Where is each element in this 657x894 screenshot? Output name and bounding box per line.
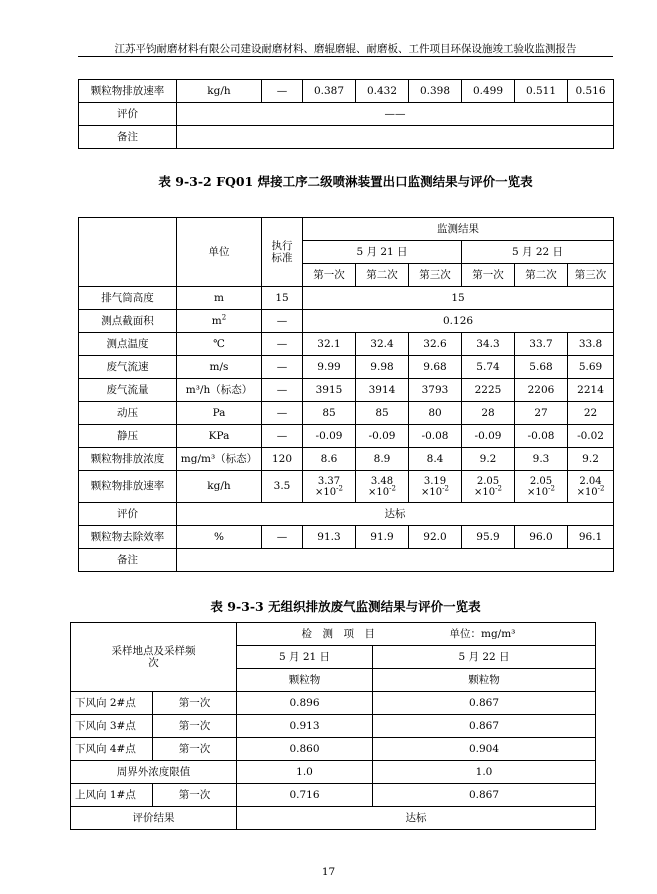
value-cell: 27 (515, 402, 568, 425)
standard-cell: — (262, 80, 303, 103)
unit-note: 单位：mg/m³ (440, 623, 596, 646)
standard-cell: — (262, 402, 303, 425)
date-header: 5 月 22 日 (373, 646, 596, 669)
value-cell: -0.09 (462, 425, 515, 448)
value-cell: 2206 (515, 379, 568, 402)
unit-cell: m (177, 287, 262, 310)
header-divider (78, 56, 613, 57)
exhaust-monitoring-table (78, 217, 614, 572)
value-cell: 1.0 (237, 761, 373, 784)
row-label: 评价 (79, 503, 177, 526)
merged-value: 0.126 (303, 310, 614, 333)
table-row (79, 356, 614, 379)
value-cell: 0.398 (409, 80, 462, 103)
value-cell: -0.02 (568, 425, 614, 448)
table-row (79, 379, 614, 402)
time-header: 第三次 (568, 264, 614, 287)
time-header: 第二次 (515, 264, 568, 287)
value-cell: 3793 (409, 379, 462, 402)
value-cell: 9.2 (568, 448, 614, 471)
value-cell: 1.0 (373, 761, 596, 784)
exponent-value: -2 (548, 484, 555, 493)
result-label: 评价结果 (71, 807, 237, 830)
header-row (79, 218, 614, 241)
unit-cell: m³/h（标态） (177, 379, 262, 402)
table-row (71, 784, 596, 807)
table-row (71, 761, 596, 784)
value-cell: 92.0 (409, 526, 462, 549)
value-cell: -0.08 (515, 425, 568, 448)
row-label: 测点温度 (79, 333, 177, 356)
rate-mantissa: 3.19 (423, 475, 447, 487)
value-cell: 33.8 (568, 333, 614, 356)
frequency-cell: 第一次 (153, 692, 237, 715)
value-cell: 32.1 (303, 333, 356, 356)
row-label: 颗粒物排放浓度 (79, 448, 177, 471)
row-label: 颗粒物去除效率 (79, 526, 177, 549)
frequency-cell: 第一次 (153, 738, 237, 761)
value-cell: 2214 (568, 379, 614, 402)
value-cell: 0.387 (303, 80, 356, 103)
table-row (79, 80, 614, 103)
date-header: 5 月 21 日 (303, 241, 462, 264)
table-row (79, 402, 614, 425)
row-label: 评价 (79, 103, 177, 126)
table-caption: 表 9-3-2 FQ01 焊接工序二级喷淋装置出口监测结果与评价一览表 (158, 174, 533, 189)
frequency-cell: 第一次 (153, 715, 237, 738)
value-cell: 34.3 (462, 333, 515, 356)
rate-exponent (356, 484, 408, 498)
items-header: 检 测 项 目 (237, 623, 440, 646)
value-cell: 3915 (303, 379, 356, 402)
value-cell: 0.867 (373, 784, 596, 807)
unit-cell: kg/h (177, 471, 262, 503)
value-cell: 5.69 (568, 356, 614, 379)
evaluation-value: —— (177, 103, 614, 126)
unit-superscript: 2 (221, 313, 227, 322)
value-cell: 8.4 (409, 448, 462, 471)
results-header: 监测结果 (303, 218, 614, 241)
times-ten: ×10 (421, 486, 443, 498)
unit-cell: Pa (177, 402, 262, 425)
table-row (79, 333, 614, 356)
standard-cell: — (262, 310, 303, 333)
rate-cell (356, 471, 409, 503)
sampling-header: 采样地点及采样频次 (71, 623, 237, 692)
exponent-value: -2 (336, 484, 343, 493)
standard-header: 执行标准 (262, 218, 303, 287)
rate-exponent (515, 484, 567, 498)
value-cell: 9.98 (356, 356, 409, 379)
standard-cell: — (262, 425, 303, 448)
remark-value (177, 126, 614, 149)
pollutant-header: 颗粒物 (237, 669, 373, 692)
value-cell: 0.499 (462, 80, 515, 103)
table-row (79, 549, 614, 572)
header-row (71, 623, 596, 646)
rate-exponent (409, 484, 461, 498)
time-header: 第三次 (409, 264, 462, 287)
row-label: 颗粒物排放速率 (79, 471, 177, 503)
standard-cell: — (262, 356, 303, 379)
date-header: 5 月 22 日 (462, 241, 614, 264)
value-cell: 32.6 (409, 333, 462, 356)
rate-cell (409, 471, 462, 503)
rate-cell (515, 471, 568, 503)
location-cell: 下风向 2#点 (71, 692, 153, 715)
value-cell: 0.896 (237, 692, 373, 715)
unit-cell: ℃ (177, 333, 262, 356)
exponent-value: -2 (597, 484, 605, 493)
table-row (79, 526, 614, 549)
row-label: 废气流量 (79, 379, 177, 402)
unit-base: m (211, 314, 222, 327)
value-cell: 8.6 (303, 448, 356, 471)
standard-cell: 120 (262, 448, 303, 471)
limit-label: 周界外浓度限值 (71, 761, 237, 784)
rate-cell (303, 471, 356, 503)
time-header: 第二次 (356, 264, 409, 287)
rate-exponent (568, 484, 613, 498)
value-cell: 3914 (356, 379, 409, 402)
times-ten: ×10 (527, 486, 549, 498)
continued-table (78, 79, 614, 149)
table-row (79, 471, 614, 503)
rate-cell (462, 471, 515, 503)
standard-cell: — (262, 333, 303, 356)
unit-cell (177, 310, 262, 333)
exponent-value: -2 (495, 484, 502, 493)
times-ten: ×10 (315, 486, 337, 498)
standard-cell: 15 (262, 287, 303, 310)
table-caption: 表 9-3-3 无组织排放废气监测结果与评价一览表 (210, 599, 481, 614)
value-cell: 2225 (462, 379, 515, 402)
value-cell: 0.867 (373, 715, 596, 738)
value-cell: 5.68 (515, 356, 568, 379)
standard-cell: — (262, 526, 303, 549)
row-label: 颗粒物排放速率 (79, 80, 177, 103)
unit-cell: mg/m³（标态） (177, 448, 262, 471)
frequency-cell: 第一次 (153, 784, 237, 807)
evaluation-value: 达标 (177, 503, 614, 526)
corner-cell (79, 218, 177, 287)
value-cell: 85 (303, 402, 356, 425)
table-row (79, 425, 614, 448)
unit-cell: KPa (177, 425, 262, 448)
rate-mantissa: 3.37 (317, 475, 341, 487)
value-cell: 85 (356, 402, 409, 425)
table-row (79, 287, 614, 310)
unit-cell: % (177, 526, 262, 549)
value-cell: 5.74 (462, 356, 515, 379)
standard-cell: 3.5 (262, 471, 303, 503)
standard-cell: — (262, 379, 303, 402)
rate-cell (568, 471, 614, 503)
date-header: 5 月 21 日 (237, 646, 373, 669)
rate-exponent (462, 484, 514, 498)
rate-exponent (303, 484, 355, 498)
value-cell: 0.913 (237, 715, 373, 738)
row-label: 测点截面积 (79, 310, 177, 333)
unit-cell: m/s (177, 356, 262, 379)
value-cell: -0.08 (409, 425, 462, 448)
value-cell: 0.860 (237, 738, 373, 761)
table-row (79, 448, 614, 471)
value-cell: 0.516 (568, 80, 614, 103)
location-cell: 下风向 3#点 (71, 715, 153, 738)
page-number: 17 (321, 866, 336, 878)
table-row (71, 715, 596, 738)
value-cell: 0.716 (237, 784, 373, 807)
value-cell: 9.99 (303, 356, 356, 379)
value-cell: 96.1 (568, 526, 614, 549)
row-label: 备注 (79, 549, 177, 572)
value-cell: -0.09 (356, 425, 409, 448)
report-header: 江苏平钧耐磨材料有限公司建设耐磨材料、磨辊磨辊、耐磨板、工件项目环保设施竣工验收监测报告 (114, 43, 577, 55)
table-row (71, 692, 596, 715)
value-cell: 32.4 (356, 333, 409, 356)
location-cell: 上风向 1#点 (71, 784, 153, 807)
unit-cell: kg/h (177, 80, 262, 103)
time-header: 第一次 (303, 264, 356, 287)
value-cell: 0.511 (515, 80, 568, 103)
table-row (79, 310, 614, 333)
value-cell: 9.68 (409, 356, 462, 379)
value-cell: 80 (409, 402, 462, 425)
location-cell: 下风向 4#点 (71, 738, 153, 761)
value-cell: 9.3 (515, 448, 568, 471)
rate-mantissa: 2.05 (476, 475, 500, 487)
value-cell: 91.3 (303, 526, 356, 549)
rate-mantissa: 3.48 (370, 475, 394, 487)
row-label: 静压 (79, 425, 177, 448)
unit-header: 单位 (177, 218, 262, 287)
exponent-value: -2 (389, 484, 396, 493)
merged-value: 15 (303, 287, 614, 310)
value-cell: 0.432 (356, 80, 409, 103)
value-cell: 96.0 (515, 526, 568, 549)
rate-mantissa: 2.04 (579, 475, 602, 487)
rate-mantissa: 2.05 (529, 475, 553, 487)
value-cell: 0.867 (373, 692, 596, 715)
value-cell: 9.2 (462, 448, 515, 471)
value-cell: -0.09 (303, 425, 356, 448)
value-cell: 22 (568, 402, 614, 425)
table-row (71, 807, 596, 830)
row-label: 废气流速 (79, 356, 177, 379)
value-cell: 95.9 (462, 526, 515, 549)
exponent-value: -2 (442, 484, 449, 493)
value-cell: 8.9 (356, 448, 409, 471)
table-row (79, 126, 614, 149)
row-label: 备注 (79, 126, 177, 149)
times-ten: ×10 (368, 486, 390, 498)
value-cell: 0.904 (373, 738, 596, 761)
value-cell: 28 (462, 402, 515, 425)
table-row (79, 503, 614, 526)
fugitive-emission-table (70, 622, 596, 830)
result-value: 达标 (237, 807, 596, 830)
row-label: 动压 (79, 402, 177, 425)
remark-value (177, 549, 614, 572)
row-label: 排气筒高度 (79, 287, 177, 310)
table-row (71, 738, 596, 761)
value-cell: 33.7 (515, 333, 568, 356)
value-cell: 91.9 (356, 526, 409, 549)
times-ten: ×10 (474, 486, 496, 498)
table-row (79, 103, 614, 126)
time-header: 第一次 (462, 264, 515, 287)
times-ten: ×10 (576, 486, 598, 498)
pollutant-header: 颗粒物 (373, 669, 596, 692)
